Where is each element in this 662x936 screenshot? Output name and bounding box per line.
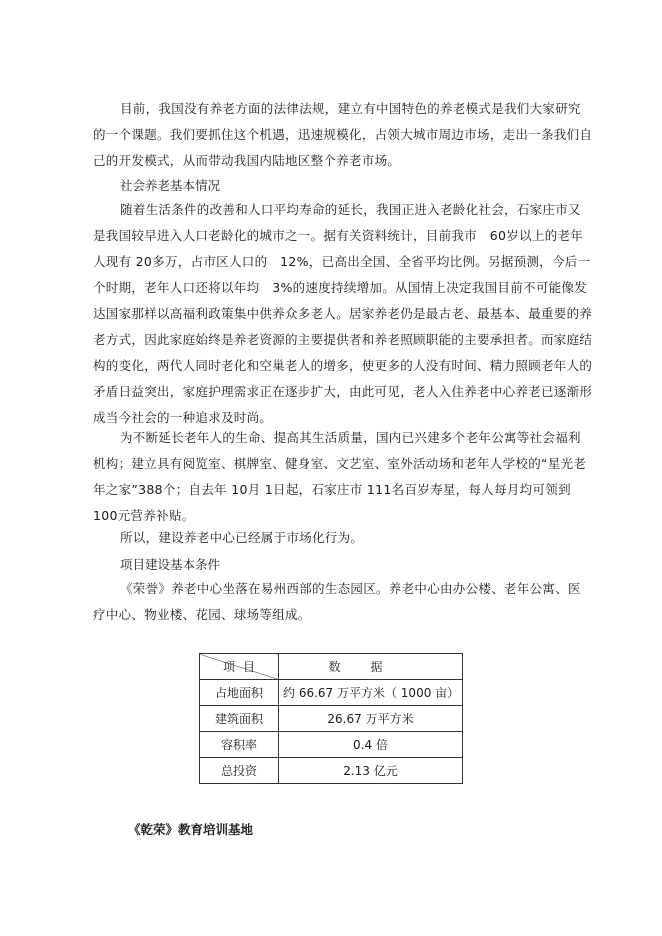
table-row	[200, 758, 463, 784]
intro-paragraph: 目前，我国没有养老方面的法律法规，建立有中国特色的养老模式是我们大家研究的一个课题。我们要抓住这个机遇，迅速规模化，占领大城市周边市场，走出一条我们自己的开发模式，从而带动我国内陆地区整个养老市场。	[93, 101, 593, 168]
table-header-data: 数据	[279, 654, 463, 680]
table-cell-label: 总投资	[200, 758, 279, 784]
table-cell-value: 26.67 万平方米	[279, 706, 463, 732]
table-cell-label: 占地面积	[200, 680, 279, 706]
project-location-paragraph: 《荣誉》养老中心坐落在易州西部的生态园区。养老中心由办公楼、老年公寓、医疗中心、物业楼、花园、球场等组成。	[93, 581, 581, 622]
footer-heading: 《乾荣》教育培训基地	[128, 822, 254, 837]
project-data-table	[199, 653, 463, 784]
table-row	[200, 732, 463, 758]
table-cell-value: 2.13 亿元	[279, 758, 463, 784]
social-elderly-care-paragraph: 随着生活条件的改善和人口平均寿命的延长，我国正进入老龄化社会，石家庄市又是我国较早进入人口老龄化的城市之一。据有关资料统计，目前我市 60岁以上的老年人现有 20多万，占市区人口的 12%，已高出全国、全省平均比例。另据预测，今后一个时期，老年人口还将以年均 3%的速度持续增加。从国情上决定我国目前不可能像发达国家那样以高福利政策集中供养众多老人。居家养老仍是最古老、最基本、最重要的养老方式，因此家庭始终是养老资源的主要提供者和养老照顾职能的主要承担者。而家庭结构的变化，两代人同时老化和空巢老人的增多，使更多的人没有时间、精力照顾老年人的矛盾日益突出，家庭护理需求正在逐步扩大，由此可见，老人入住养老中心养老已逐渐形成当今社会的一种追求及时尚。	[93, 202, 593, 425]
table-cell-value: 0.4 倍	[279, 732, 463, 758]
section-heading-social-elderly-care: 社会养老基本情况	[120, 178, 221, 193]
table-header-item: 项目	[200, 654, 279, 680]
table-cell-label: 容积率	[200, 732, 279, 758]
table-row	[200, 706, 463, 732]
table-header-row	[200, 654, 463, 680]
table-cell-label: 建筑面积	[200, 706, 279, 732]
welfare-institutions-paragraph: 为不断延长老年人的生命、提高其生活质量，国内已兴建多个老年公寓等社会福利机构；建立具有阅览室、棋牌室、健身室、文艺室、室外活动场和老年人学校的“星光老年之家”388个；自去年 10月 1日起，石家庄市 111名百岁寿星，每人每月均可领到 100元营养补贴。	[93, 430, 587, 523]
table-row	[200, 680, 463, 706]
section-heading-project-conditions: 项目建设基本条件	[120, 557, 221, 572]
table-cell-value: 约 66.67 万平方米（ 1000 亩）	[279, 680, 463, 706]
market-behavior-paragraph: 所以，建设养老中心已经属于市场化行为。	[120, 530, 364, 545]
